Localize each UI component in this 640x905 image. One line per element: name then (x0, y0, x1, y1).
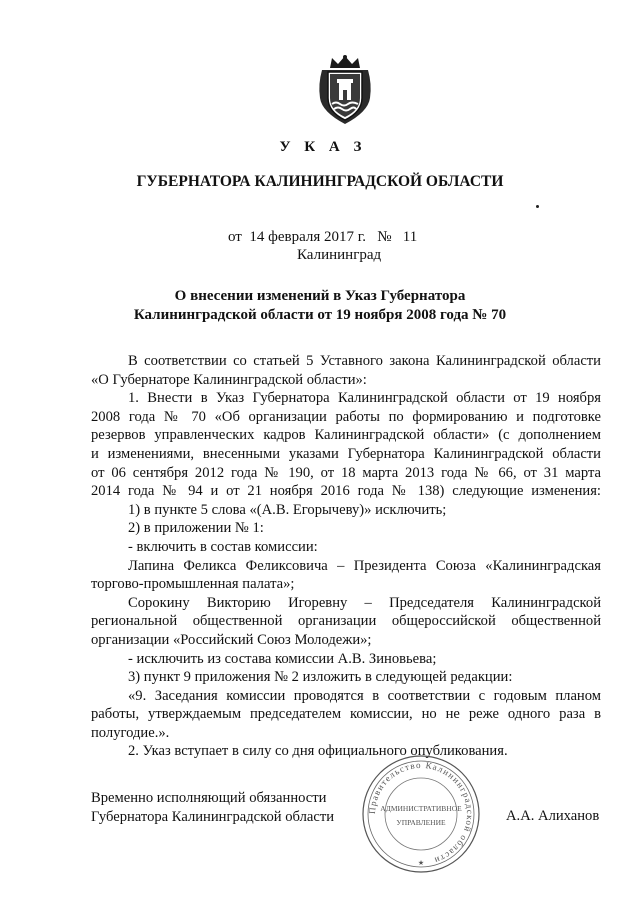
stamp-ring-text: Правительство Калининградской области (366, 759, 476, 867)
position-line-2: Губернатора Калининградской области (91, 809, 335, 825)
signatory-position (91, 789, 334, 827)
coat-of-arms-icon (314, 54, 376, 126)
body-line: 3) пункт 9 приложения № 2 изложить в следующей редакции: (128, 669, 513, 686)
document-body (91, 352, 601, 761)
body-line: «9. Заседания комиссии проводятся в соответствии с годовым планом (128, 687, 601, 704)
body-line: 2014 года № 94 и от 21 ноября 2016 года № 138) следующие изменения: (91, 483, 601, 500)
official-stamp (360, 753, 482, 875)
signatory-name: А.А. Алиханов (506, 808, 600, 824)
stamp-center-line-1: АДМИНИСТРАТИВНОЕ (380, 804, 462, 813)
body-line: от 06 сентября 2012 года № 190, от 18 марта 2013 года № 66, от 31 марта (91, 464, 601, 481)
body-line: торгово-промышленная палата»; (91, 576, 295, 593)
body-line: - включить в состав комиссии: (128, 538, 318, 555)
body-line: 1) в пункте 5 слова «(А.В. Егорычеву)» исключить; (128, 501, 447, 518)
body-line: 2) в приложении № 1: (128, 520, 264, 537)
city: Калининград (297, 247, 382, 263)
body-line: Сорокину Викторию Игоревну – Председателя Калининградской (128, 594, 601, 611)
body-line: Лапина Феликса Феликсовича – Президента Союза «Калининградская (128, 557, 601, 574)
stamp-center-line-2: УПРАВЛЕНИЕ (396, 818, 446, 827)
body-line: 2. Указ вступает в силу со дня официального опубликования. (128, 743, 508, 760)
subject-line-2: Калининградской области от 19 ноября 2008 года № 70 (133, 307, 507, 323)
position-line-1: Временно исполняющий обязанности (91, 790, 327, 806)
body-line: В соответствии со статьей 5 Уставного закона Калининградской области (128, 353, 601, 369)
body-line: полугодие.». (91, 724, 170, 741)
body-line: работы, утверждаемым председателем комиссии, но не реже одного раза в (91, 706, 601, 723)
document-type: У К А З (279, 139, 367, 155)
body-line: «О Губернаторе Калининградской области»: (91, 371, 367, 388)
body-line: и изменениями, внесенными указами Губернатора Калининградской области (91, 445, 601, 462)
body-line: - исключить из состава комиссии А.В. Зиновьева; (128, 650, 437, 667)
speck (536, 205, 539, 208)
issuer-title: ГУБЕРНАТОРА КАЛИНИНГРАДСКОЙ ОБЛАСТИ (136, 173, 504, 190)
body-line: 2008 года № 70 «Об организации работы по формированию и подготовке (91, 408, 601, 425)
date-line: от 14 февраля 2017 г. № 11 (228, 229, 418, 245)
subject-line-1: О внесении изменений в Указ Губернатора (174, 288, 466, 304)
body-line: резервов управленческих кадров Калининградской области» (с дополнением (91, 427, 601, 444)
body-line: организации «Российский Союз Молодежи»; (91, 631, 372, 648)
subject (0, 287, 640, 325)
body-line: региональной общественной организации общероссийской общественной (91, 613, 601, 630)
stamp-star-icon: ★ (417, 859, 425, 867)
body-line: 1. Внести в Указ Губернатора Калининградской области от 19 ноября (128, 390, 601, 407)
